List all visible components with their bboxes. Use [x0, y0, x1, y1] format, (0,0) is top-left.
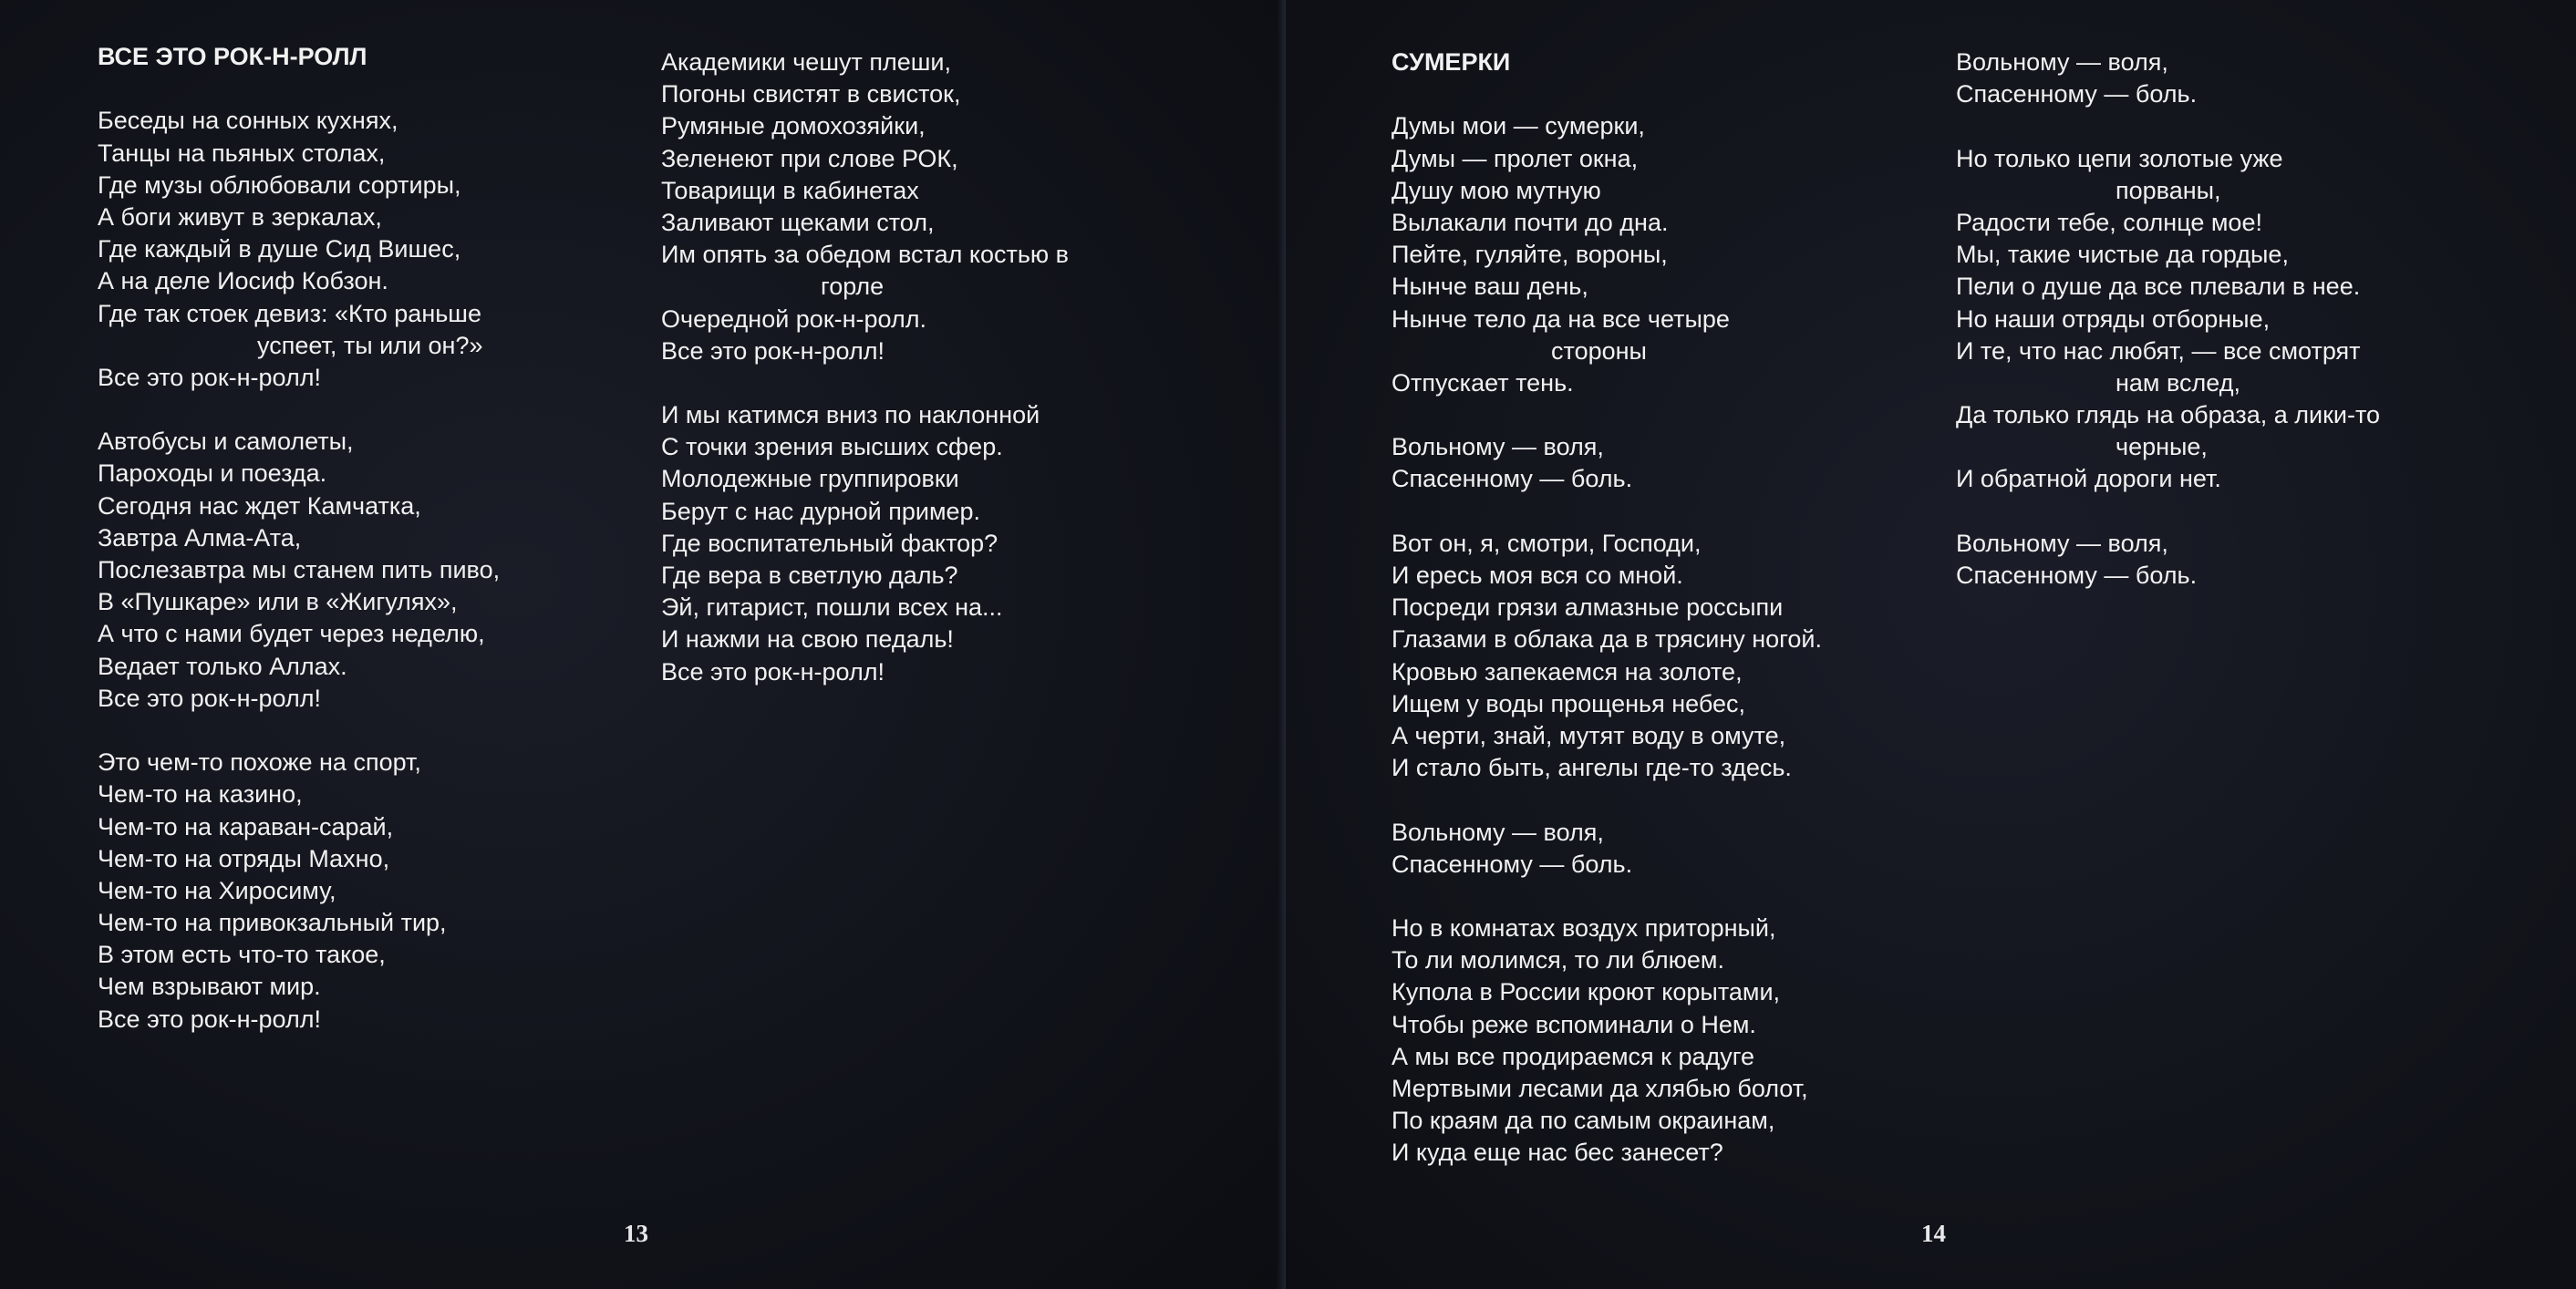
- lyric-line: По краям да по самым окраинам,: [1391, 1107, 1775, 1135]
- lyric-line: Все это рок-н-ролл!: [661, 336, 885, 365]
- right-page: [1286, 0, 2576, 1289]
- lyric-line: И обратной дороги нет.: [1956, 465, 2221, 493]
- lyric-line: И ересь моя вся со мной.: [1391, 562, 1683, 589]
- song-title: СУМЕРКИ: [1391, 48, 1511, 76]
- lyric-line: Душу мою мутную: [1391, 176, 1601, 204]
- lyric-line: Пейте, гуляйте, вороны,: [1391, 241, 1668, 269]
- lyric-line: Мертвыми лесами да хлябью болот,: [1391, 1075, 1808, 1102]
- stanza-gap: [1956, 496, 2380, 528]
- lyric-line: Где вера в светлую даль?: [661, 562, 958, 589]
- lyric-line: Беседы на сонных кухнях,: [98, 107, 398, 135]
- lyric-line: Все это рок-н-ролл!: [98, 1005, 321, 1033]
- lyric-line: нам вслед,: [2116, 368, 2240, 397]
- lyric-line: Чем-то на караван-сарай,: [98, 812, 394, 840]
- lyric-line: Где воспитательный фактор?: [661, 529, 998, 557]
- lyric-line: Румяные домохозяйки,: [661, 112, 926, 140]
- lyric-line: Послезавтра мы станем пить пиво,: [98, 556, 501, 583]
- lyric-line: стороны: [1551, 336, 1647, 365]
- lyric-line: Спасенному — боль.: [1391, 465, 1633, 493]
- lyric-line: Завтра Алма-Ата,: [98, 523, 302, 552]
- stanza-gap: [98, 73, 500, 105]
- stanza-gap: [98, 715, 500, 747]
- lyric-line: Товарищи в кабинетах: [661, 176, 919, 204]
- lyric-line: Вылакали почти до дна.: [1391, 208, 1669, 236]
- lyric-line: Все это рок-н-ролл!: [98, 363, 321, 391]
- lyric-line: Нынче тело да на все четыре: [1391, 304, 1730, 333]
- lyric-line: Очередной рок-н-ролл.: [661, 304, 926, 333]
- stanza-gap: [1391, 399, 1822, 431]
- lyric-line: Глазами в облака да в трясину ногой.: [1391, 625, 1823, 654]
- lyric-line: Академики чешут плеши,: [661, 48, 951, 76]
- lyric-line: Молодежные группировки: [661, 465, 959, 493]
- lyric-line: Купола в России кроют корытами,: [1391, 978, 1781, 1006]
- lyric-line: Это чем-то похоже на спорт,: [98, 748, 421, 777]
- stanza-gap: [1956, 110, 2380, 142]
- lyric-line: И стало быть, ангелы где-то здесь.: [1391, 754, 1792, 782]
- lyric-line: Вот он, я, смотри, Господи,: [1391, 529, 1702, 557]
- lyric-line: Автобусы и самолеты,: [98, 428, 354, 456]
- lyrics-column: [98, 41, 500, 1036]
- lyric-line: Спасенному — боль.: [1391, 850, 1633, 878]
- lyric-line: Но наши отряды отборные,: [1956, 304, 2271, 333]
- lyric-line: Заливают щеками стол,: [661, 208, 935, 236]
- lyric-line: порваны,: [2116, 176, 2221, 204]
- lyric-line: Но в комнатах воздух приторный,: [1391, 914, 1776, 943]
- lyric-line: Отпускает тень.: [1391, 368, 1574, 397]
- lyric-line: Все это рок-н-ролл!: [98, 684, 321, 712]
- lyric-line: Ищем у воды прощенья небес,: [1391, 689, 1746, 717]
- left-page: [0, 0, 1286, 1289]
- lyric-line: И куда еще нас бес занесет?: [1391, 1139, 1723, 1167]
- lyric-line: Спасенному — боль.: [1956, 562, 2198, 589]
- lyric-line: Спасенному — боль.: [1956, 80, 2198, 108]
- lyric-line: И те, что нас любят, — все смотрят: [1956, 336, 2361, 365]
- lyric-line: Чем взрывают мир.: [98, 973, 321, 1001]
- page-number: 13: [624, 1220, 648, 1247]
- lyric-line: А черти, знай, мутят воду в омуте,: [1391, 721, 1786, 749]
- lyric-line: Им опять за обедом встал костью в: [661, 241, 1070, 269]
- lyric-line: Чем-то на Хиросиму,: [98, 876, 336, 904]
- lyrics-column: [661, 46, 1069, 688]
- stanza-gap: [1391, 78, 1822, 110]
- lyric-line: Берут с нас дурной пример.: [661, 497, 981, 525]
- lyrics-column: [1391, 46, 1822, 1170]
- lyric-line: То ли молимся, то ли блюем.: [1391, 946, 1725, 974]
- page-number: 14: [1921, 1220, 1946, 1247]
- lyric-line: Чем-то на привокзальный тир,: [98, 909, 447, 937]
- lyric-line: Где музы облюбовали сортиры,: [98, 170, 461, 199]
- stanza-gap: [661, 367, 1069, 399]
- lyric-line: Погоны свистят в свисток,: [661, 80, 961, 108]
- lyric-line: Думы — пролет окна,: [1391, 144, 1639, 172]
- lyric-line: А что с нами будет через неделю,: [98, 620, 485, 648]
- lyric-line: А на деле Иосиф Кобзон.: [98, 267, 388, 295]
- lyric-line: черные,: [2116, 433, 2208, 461]
- lyric-line: А мы все продираемся к радуге: [1391, 1042, 1755, 1070]
- stanza-gap: [1391, 784, 1822, 816]
- stanza-gap: [1391, 881, 1822, 913]
- lyric-line: Мы, такие чистые да гордые,: [1956, 241, 2289, 269]
- stanza-gap: [1391, 496, 1822, 528]
- lyric-line: Зеленеют при слове РОК,: [661, 144, 958, 172]
- song-title: ВСЕ ЭТО РОК-Н-РОЛЛ: [98, 43, 367, 70]
- lyric-line: Вольному — воля,: [1391, 818, 1604, 846]
- lyric-line: Пели о душе да все плевали в нее.: [1956, 273, 2361, 301]
- lyric-line: В «Пушкаре» или в «Жигулях»,: [98, 588, 458, 616]
- lyric-line: Чтобы реже вспоминали о Нем.: [1391, 1010, 1756, 1038]
- lyric-line: Нынче ваш день,: [1391, 273, 1588, 301]
- lyric-line: Кровью запекаемся на золоте,: [1391, 657, 1743, 686]
- lyric-line: Вольному — воля,: [1956, 48, 2168, 76]
- stanza-gap: [98, 394, 500, 426]
- lyric-line: Думы мои — сумерки,: [1391, 112, 1645, 140]
- lyric-line: Где так стоек девиз: «Кто раньше: [98, 299, 481, 327]
- lyrics-column: [1956, 46, 2380, 592]
- lyric-line: С точки зрения высших сфер.: [661, 433, 1003, 461]
- lyric-line: Эй, гитарист, пошли всех на...: [661, 593, 1003, 622]
- lyric-line: И мы катимся вниз по наклонной: [661, 401, 1040, 429]
- lyric-line: Вольному — воля,: [1956, 529, 2168, 557]
- lyric-line: Ведает только Аллах.: [98, 652, 347, 680]
- lyric-line: Чем-то на казино,: [98, 780, 303, 809]
- lyric-line: горле: [821, 273, 885, 301]
- lyric-line: В этом есть что-то такое,: [98, 941, 386, 969]
- lyric-line: И нажми на свою педаль!: [661, 625, 954, 654]
- lyric-line: Пароходы и поезда.: [98, 459, 327, 488]
- lyric-line: успеет, ты или он?»: [257, 331, 483, 359]
- lyric-line: Да только глядь на образа, а лики-то: [1956, 401, 2381, 429]
- lyric-line: Посреди грязи алмазные россыпи: [1391, 593, 1784, 622]
- lyric-line: Вольному — воля,: [1391, 433, 1604, 461]
- lyric-line: Танцы на пьяных столах,: [98, 139, 386, 167]
- lyric-line: А боги живут в зеркалах,: [98, 202, 382, 231]
- lyric-line: Сегодня нас ждет Камчатка,: [98, 491, 421, 520]
- lyric-line: Чем-то на отряды Махно,: [98, 844, 390, 872]
- lyric-line: Но только цепи золотые уже: [1956, 144, 2283, 172]
- lyric-line: Радости тебе, солнце мое!: [1956, 208, 2262, 236]
- lyric-line: Где каждый в душе Сид Вишес,: [98, 235, 461, 263]
- lyric-line: Все это рок-н-ролл!: [661, 657, 885, 686]
